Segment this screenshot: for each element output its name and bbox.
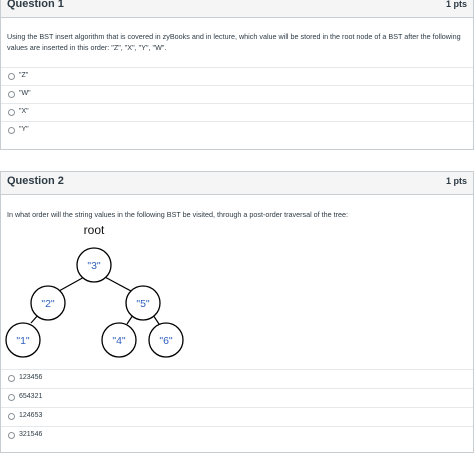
tree-node-label: "2" <box>41 298 55 310</box>
root-label: root <box>83 223 105 237</box>
question-2-text: In what order will the string values in the following BST be visited, through a post-order traversal of the tree: <box>7 210 349 219</box>
tree-node-label: "6" <box>159 335 173 347</box>
q1-answer-option[interactable] <box>1 67 473 86</box>
answer-label: "X" <box>19 108 29 115</box>
question-2-card <box>0 171 474 453</box>
tree-edge <box>59 276 86 291</box>
q2-answer-option[interactable] <box>1 426 473 445</box>
tree-node-label: "5" <box>136 298 150 310</box>
q1-answer-option[interactable] <box>1 103 473 122</box>
radio-button[interactable] <box>8 91 15 98</box>
radio-button[interactable] <box>8 432 15 439</box>
answer-label: 321546 <box>19 431 43 438</box>
radio-button[interactable] <box>8 394 15 401</box>
question-1-header <box>1 0 473 18</box>
question-1-text: Using the BST insert algorithm that is covered in zyBooks and in lecture, which value will be stored in the root node of a BST after the following values are inserted in this order: "Z", "X", "Y", "W". <box>7 32 461 52</box>
radio-button[interactable] <box>8 73 15 80</box>
radio-button[interactable] <box>8 109 15 116</box>
answer-label: 123456 <box>19 374 43 381</box>
radio-button[interactable] <box>8 127 15 134</box>
q2-answer-option[interactable] <box>1 407 473 426</box>
tree-edge <box>103 276 131 291</box>
radio-button[interactable] <box>8 413 15 420</box>
answer-label: "W" <box>19 90 31 97</box>
question-2-title: Question 2 <box>7 175 64 187</box>
question-1-card <box>0 0 474 150</box>
q1-answer-option[interactable] <box>1 121 473 140</box>
q1-answer-option[interactable] <box>1 85 473 104</box>
q2-answer-option[interactable] <box>1 388 473 407</box>
bst-diagram <box>1 172 474 372</box>
tree-node-label: "1" <box>16 335 30 347</box>
question-1-points: 1 pts <box>445 0 467 9</box>
answer-label: 124653 <box>19 412 43 419</box>
question-1-title: Question 1 <box>7 0 64 10</box>
radio-button[interactable] <box>8 375 15 382</box>
question-2-points: 1 pts <box>445 176 467 186</box>
answer-label: "Z" <box>19 72 29 79</box>
tree-node-label: "3" <box>87 260 101 272</box>
answer-label: 654321 <box>19 393 43 400</box>
tree-node-label: "4" <box>112 335 126 347</box>
answer-label: "Y" <box>19 126 29 133</box>
q2-answer-option[interactable] <box>1 369 473 388</box>
